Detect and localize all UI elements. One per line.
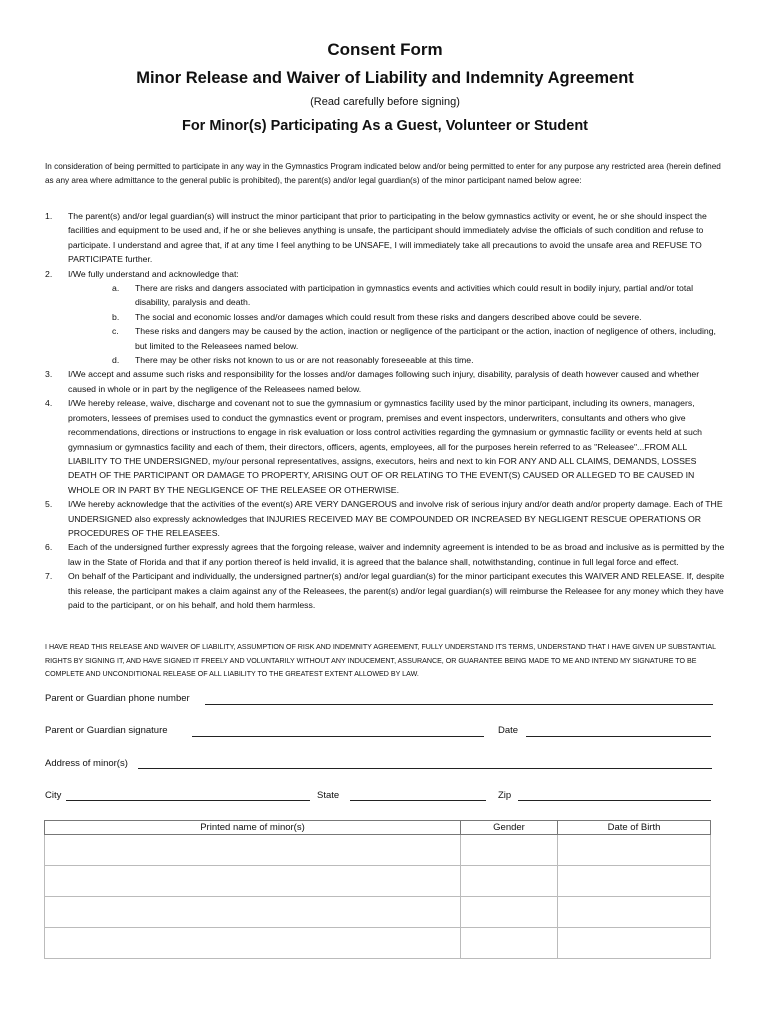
- signature-field[interactable]: [192, 736, 484, 737]
- column-header-name: Printed name of minor(s): [45, 821, 461, 835]
- sub-item: [45, 353, 725, 367]
- item-text: The parent(s) and/or legal guardian(s) will instruct the minor participant that prior to participating in the below gymnastics activity or event, he or she should inspect the facilities and equipment to be used and, if he or she believes anything is unsafe, the participant should immediately advise the officials of such condition and refuse to participate. I understand and agree that, if at any time I feel anything to be UNSAFE, I will immediately take all precautions to avoid the unsafe area and REFUSE TO PARTICIPATE further.: [68, 211, 707, 265]
- read-note: (Read carefully before signing): [310, 96, 460, 108]
- sub-item-letter: d.: [112, 355, 120, 366]
- minor-name-cell[interactable]: [45, 835, 461, 866]
- item-text: I/We accept and assume such risks and responsibility for the losses and/or damages following such injury, disability, paralysis of death however caused and whether caused in whole or in part by the negligence of the Releasees named below.: [68, 369, 700, 394]
- address-field[interactable]: [138, 768, 712, 769]
- table-row: [45, 897, 711, 928]
- list-item: [45, 396, 725, 497]
- dob-cell[interactable]: [558, 866, 711, 897]
- sub-item-text: There may be other risks not known to us or are not reasonably foreseeable at this time.: [135, 355, 474, 366]
- gender-cell[interactable]: [461, 897, 558, 928]
- item-number: 7.: [45, 571, 53, 582]
- item-text: Each of the undersigned further expressly agrees that the forgoing release, waiver and indemnity agreement is intended to be as broad and inclusive as is permitted by the law in the State of Florida and that if any portion thereof is held invalid, it is agreed that the balance shall, notwithstanding, continue in full legal force and effect.: [68, 542, 725, 567]
- address-label: Address of minor(s): [45, 758, 128, 769]
- item-number: 1.: [45, 211, 53, 221]
- audience-heading: For Minor(s) Participating As a Guest, Volunteer or Student: [181, 118, 589, 134]
- table-row: [45, 835, 711, 866]
- dob-cell[interactable]: [558, 835, 711, 866]
- acknowledgement-paragraph: I HAVE READ THIS RELEASE AND WAIVER OF LIABILITY, ASSUMPTION OF RISK AND INDEMNITY AGREEMENT, FULLY UNDERSTAND ITS TERMS, UNDERSTAND THAT I HAVE GIVEN UP SUBSTANTIAL RIGHTS BY SIGNING IT, AND HAVE SIGNED IT FREELY AND VOLUNTARILY WITHOUT ANY INDUCEMENT, ASSURANCE, OR GUARANTEE BEING MADE TO ME AND INTEND MY SIGNATURE TO BE COMPLETE AND UNCONDITIONAL RELEASE OF ALL LIABILITY TO THE GREATEST EXTENT ALLOWED BY LAW.: [45, 643, 716, 678]
- form-title: Consent Form: [327, 40, 443, 59]
- gender-cell[interactable]: [461, 835, 558, 866]
- item-text: I/We hereby release, waive, discharge and covenant not to sue the gymnasium or gymnastics facility used by the minor participant, including its owners, managers, promoters, lessees of premises used to conduct the gymnastics event or program, premises and event inspectors, underwriters, consultants and others who give recommendations, directions or instructions to engage in risk evaluation or loss control activities regarding the gymnasium or gymnastic facility or events held at such gymnasium or gymnastics facility and each of them, their directors, officers, agents, employees, all for the purposes herein referred to as "Releasee"...FROM ALL LIABILITY TO THE UNDERSIGNED, my/our personal representatives, assigns, executors, heirs and next to kin FOR ANY AND ALL CLAIMS, DEMANDS, LOSSES DEATH OF THE PARTICIPANT OR DAMAGE TO PROPERTY, ARISING OUT OF OR RELATING TO THE EVENT(S) CAUSED OR ALLEGED TO BE CAUSED IN WHOLE OR IN PART BY THE NEGLIGENCE OF THE RELEASEE OR OTHERWISE.: [68, 398, 703, 495]
- minor-name-cell[interactable]: [45, 897, 461, 928]
- sub-item-text: These risks and dangers may be caused by the action, inaction or negligence of the participant or the action, inaction of negligence of others, including, but limited to the Releasees named below.: [135, 326, 716, 351]
- item-text: On behalf of the Participant and individually, the undersigned partner(s) and/or legal guardian(s) for the minor participant executes this WAIVER AND RELEASE. If, despite this release, the participant makes a claim against any of the Releasees, the parent(s) and/or legal guardian(s) will reimburse the Releasee for any money which they have paid to the participant, or on his behalf, and hold them harmless.: [68, 571, 725, 610]
- city-label: City: [45, 790, 62, 801]
- list-item: [45, 497, 725, 540]
- list-item: [45, 209, 725, 267]
- sub-item: [45, 281, 725, 310]
- phone-field[interactable]: [205, 704, 713, 705]
- date-label: Date: [498, 725, 519, 736]
- sub-item-text: The social and economic losses and/or damages which could result from these risks and dangers described above could be severe.: [135, 311, 642, 322]
- gender-cell[interactable]: [461, 866, 558, 897]
- form-subtitle: Minor Release and Waiver of Liability and Indemnity Agreement: [136, 69, 634, 87]
- item-number: 5.: [45, 499, 53, 510]
- minor-name-cell[interactable]: [45, 866, 461, 897]
- phone-label: Parent or Guardian phone number: [45, 693, 190, 704]
- city-field[interactable]: [66, 800, 310, 801]
- list-item: [45, 367, 725, 396]
- terms-list: [45, 209, 725, 612]
- sub-item: [45, 324, 725, 353]
- state-label: State: [317, 790, 340, 801]
- item-number: 2.: [45, 268, 53, 279]
- column-header-gender: Gender: [461, 821, 558, 835]
- sub-item-letter: a.: [112, 283, 120, 294]
- minors-table: [44, 820, 711, 959]
- sub-item-text: There are risks and dangers associated with participation in gymnastics events and activities which could result in bodily injury, partial and/or total disability, paralysis and death.: [135, 283, 694, 308]
- list-item: [45, 267, 725, 281]
- dob-cell[interactable]: [558, 928, 711, 959]
- item-text: I/We fully understand and acknowledge that:: [68, 268, 239, 279]
- table-row: [45, 928, 711, 959]
- item-number: 3.: [45, 369, 53, 380]
- list-item: [45, 569, 725, 612]
- sub-item-letter: b.: [112, 311, 120, 322]
- zip-field[interactable]: [518, 800, 711, 801]
- dob-cell[interactable]: [558, 897, 711, 928]
- sub-item: [45, 310, 725, 324]
- column-header-dob: Date of Birth: [558, 821, 711, 835]
- state-field[interactable]: [350, 800, 486, 801]
- item-text: I/We hereby acknowledge that the activities of the event(s) ARE VERY DANGEROUS and involve risk of serious injury and/or death and/or property damage. Each of THE UNDERSIGNED also expressly acknowledges that INJURIES RECEIVED MAY BE COMPOUNDED OR INCREASED BY NEGLIGENT RESCUE OPERATIONS OR PROCEDURES OF THE RELEASEES.: [68, 499, 723, 538]
- item-number: 4.: [45, 398, 53, 409]
- signature-label: Parent or Guardian signature: [45, 725, 168, 736]
- sub-item-letter: c.: [112, 326, 119, 337]
- item-number: 6.: [45, 542, 53, 553]
- intro-paragraph: In consideration of being permitted to participate in any way in the Gymnastics Program indicated below and/or being permitted to enter for any purpose any restricted area (herein defined as any area where admittance to the general public is prohibited), the parent(s) and/or legal guardian(s) of the minor participant named below agree:: [45, 162, 721, 186]
- table-header-row: [45, 821, 711, 835]
- table-row: [45, 866, 711, 897]
- list-item: [45, 540, 725, 569]
- date-field[interactable]: [526, 736, 711, 737]
- gender-cell[interactable]: [461, 928, 558, 959]
- zip-label: Zip: [498, 790, 512, 801]
- minor-name-cell[interactable]: [45, 928, 461, 959]
